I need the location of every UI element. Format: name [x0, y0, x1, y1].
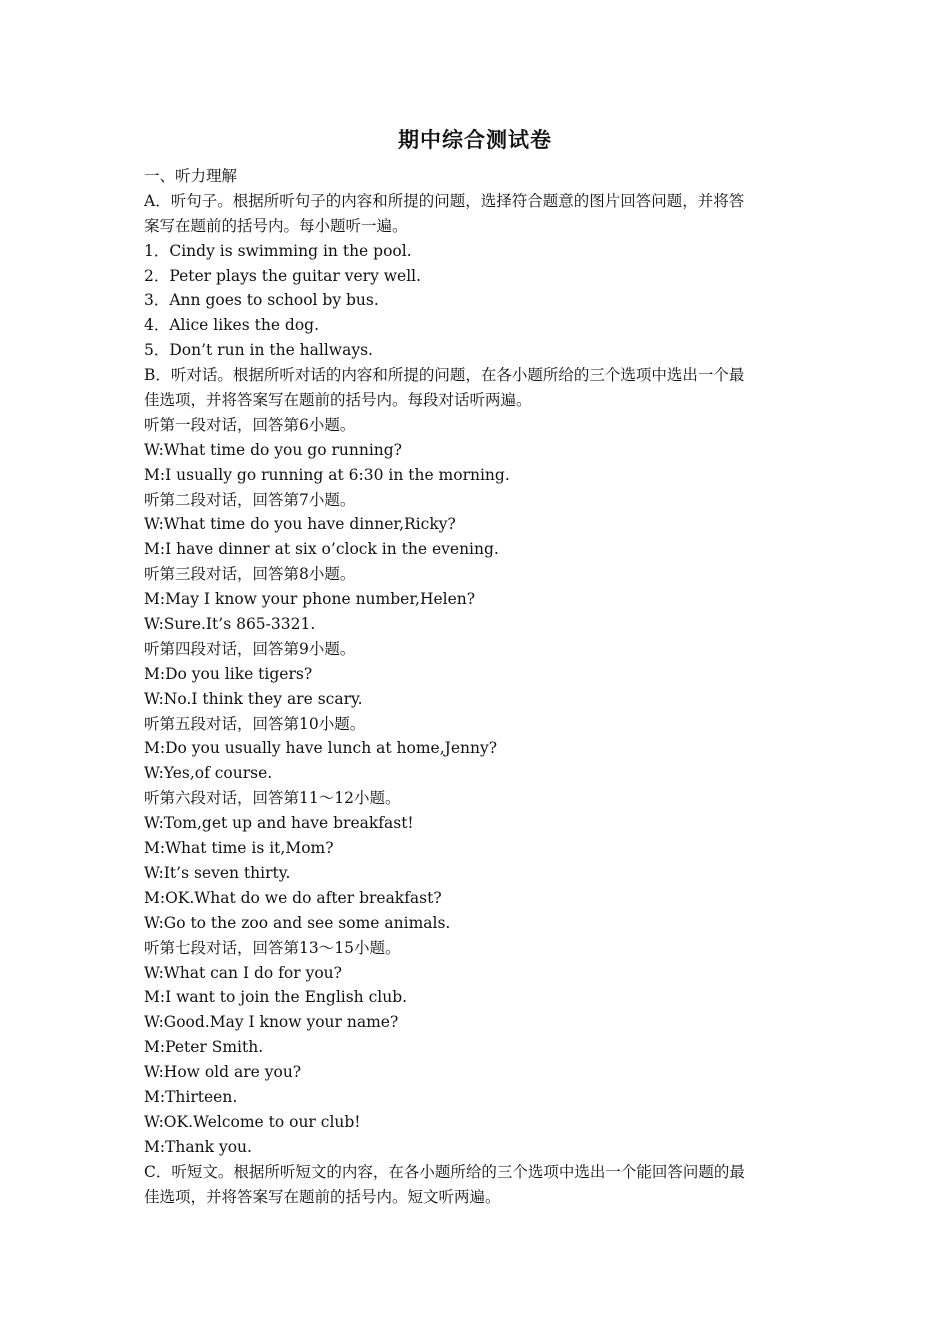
text-line: M:May I know your phone number,Helen?	[144, 590, 476, 609]
text-line: W:Good.May I know your name?	[144, 1013, 399, 1032]
text-line: W:What time do you have dinner,Ricky?	[144, 515, 456, 534]
text-line: W:What can I do for you?	[144, 963, 342, 982]
text-line: M:I want to join the English club.	[144, 988, 408, 1007]
text-line: M:Thirteen.	[144, 1087, 238, 1106]
text-line: 4．Alice likes the dog.	[144, 316, 320, 335]
text-line: W:OK.Welcome to our club!	[144, 1112, 361, 1131]
page-title: 期中综合测试卷	[398, 127, 552, 152]
text-line: W:Go to the zoo and see some animals.	[144, 913, 451, 932]
text-line: 听第七段对话，回答第13～15小题。	[144, 938, 401, 957]
text-line: M:OK.What do we do after breakfast?	[144, 888, 442, 907]
text-line: 听第三段对话，回答第8小题。	[144, 565, 356, 584]
text-line: M:Do you usually have lunch at home,Jenny?	[144, 739, 498, 758]
text-line: W:How old are you?	[144, 1063, 302, 1082]
text-line: 听第六段对话，回答第11～12小题。	[144, 789, 401, 808]
text-line: 1．Cindy is swimming in the pool.	[144, 241, 412, 260]
text-line: 佳选项，并将答案写在题前的括号内。短文听两遍。	[144, 1187, 501, 1206]
text-line: 听第二段对话，回答第7小题。	[144, 490, 356, 509]
text-line: 案写在题前的括号内。每小题听一遍。	[144, 216, 408, 235]
text-line: M:Do you like tigers?	[144, 664, 313, 683]
text-line: W:What time do you go running?	[144, 440, 402, 459]
text-line: 3．Ann goes to school by bus.	[144, 291, 379, 310]
text-line: W:Tom,get up and have breakfast!	[144, 814, 414, 833]
text-line: W:No.I think they are scary.	[144, 689, 363, 708]
text-line: 听第一段对话，回答第6小题。	[144, 415, 356, 434]
text-line: M:I have dinner at six o’clock in the evening.	[144, 540, 499, 559]
text-line: 听第四段对话，回答第9小题。	[144, 639, 356, 658]
text-line: 2．Peter plays the guitar very well.	[144, 266, 422, 285]
text-line: W:It’s seven thirty.	[144, 863, 291, 882]
text-line: M:Thank you.	[144, 1137, 252, 1156]
text-line: W:Sure.It’s 865-3321.	[144, 615, 316, 634]
text-line: 听第五段对话，回答第10小题。	[144, 714, 366, 733]
text-line: M:Peter Smith.	[144, 1038, 264, 1057]
text-line: M:I usually go running at 6:30 in the morning.	[144, 465, 510, 484]
text-line: W:Yes,of course.	[144, 764, 273, 783]
document-body	[144, 164, 796, 1209]
text-line: 一、听力理解	[144, 167, 238, 185]
text-line: A．听句子。根据所听句子的内容和所提的问题，选择符合题意的图片回答问题，并将答	[144, 191, 745, 210]
text-line: B．听对话。根据所听对话的内容和所提的问题，在各小题所给的三个选项中选出一个最	[144, 366, 745, 385]
text-line: M:What time is it,Mom?	[144, 839, 334, 858]
text-line: 佳选项，并将答案写在题前的括号内。每段对话听两遍。	[144, 391, 532, 410]
text-line: 5．Don’t run in the hallways.	[144, 341, 373, 360]
text-line: C．听短文。根据所听短文的内容，在各小题所给的三个选项中选出一个能回答问题的最	[144, 1162, 745, 1181]
